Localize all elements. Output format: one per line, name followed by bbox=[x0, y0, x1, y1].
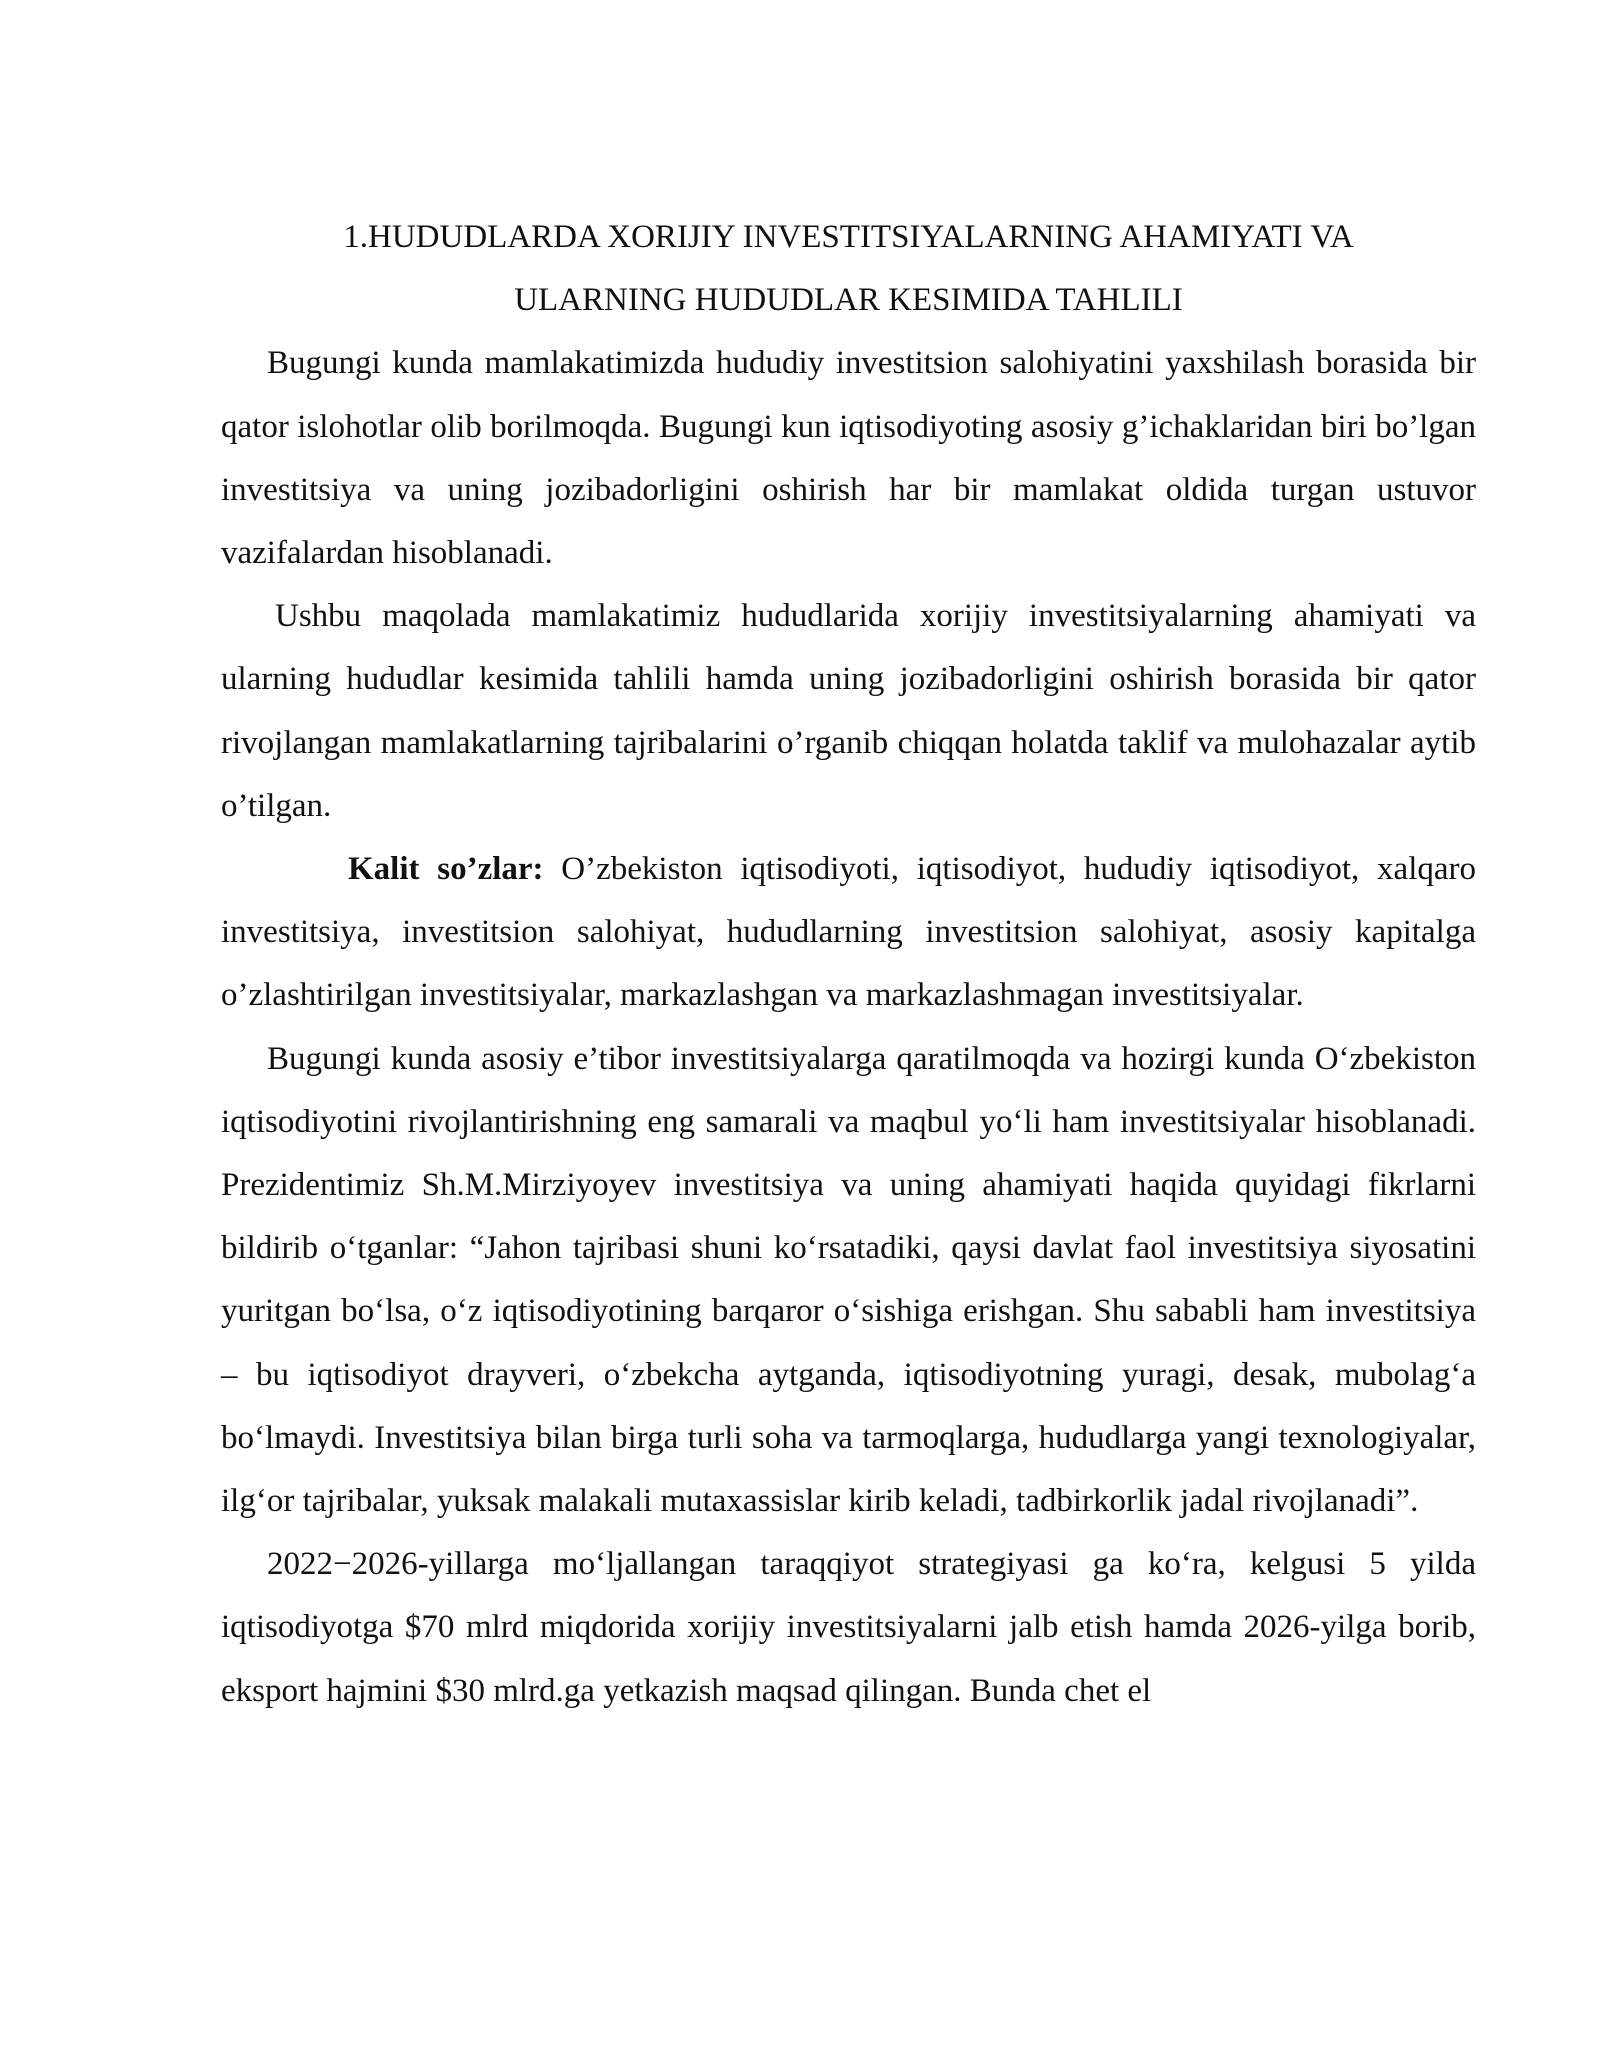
paragraph-strategy: 2022−2026-yillarga mo‘ljallangan taraqqiyot strategiyasi ga ko‘ra, kelgusi 5 yilda iqtisodiyotga $70 mlrd miqdorida xorijiy investitsiyalarni jalb etish hamda 2026-yilga borib, eksport hajmini $30 mlrd.ga yetkazish maqsad qilingan. Bunda chet el bbox=[221, 1546, 1476, 1709]
keywords-label: Kalit so’zlar: bbox=[348, 851, 544, 888]
document-title bbox=[221, 206, 1476, 332]
paragraph-intro: Bugungi kunda mamlakatimizda hududiy investitsion salohiyatini yaxshilash borasida bir qator islohotlar olib borilmoqda. Bugungi kun iqtisodiyoting asosiy g’ichaklaridan biri bo’lgan investitsiya va uning jozibadorligini oshirish har bir mamlakat oldida turgan ustuvor vazifalardan hisoblanadi. bbox=[221, 345, 1476, 572]
document-body bbox=[221, 206, 1476, 1723]
paragraph-keywords bbox=[221, 838, 1476, 1028]
title-line-1: 1.HUDUDLARDA XORIJIY INVESTITSIYALARNING AHAMIYATI VA bbox=[343, 219, 1354, 255]
paragraph-abstract: Ushbu maqolada mamlakatimiz hududlarida xorijiy investitsiyalarning ahamiyati va ularning hududlar kesimida tahlili hamda uning jozibadorligini oshirish borasida bir qator rivojlangan mamlakatlarning tajribalarini o’rganib chiqqan holatda taklif va mulohazalar aytib o’tilgan. bbox=[221, 598, 1476, 824]
keywords-text: O’zbekiston iqtisodiyoti, iqtisodiyot, hududiy iqtisodiyot, xalqaro investitsiya, investitsion salohiyat, hududlarning investitsion salohiyat, asosiy kapitalga o’zlashtirilgan investitsiyalar, markazlashgan va markazlashmagan investitsiyalar. bbox=[221, 851, 1477, 1014]
paragraph-president-quote: Bugungi kunda asosiy e’tibor investitsiyalarga qaratilmoqda va hozirgi kunda O‘zbekiston iqtisodiyotini rivojlantirishning eng samarali va maqbul yo‘li ham investitsiyalar hisoblanadi. Prezidentimiz Sh.M.Mirziyoyev investitsiya va uning ahamiyati haqida quyidagi fikrlarni bildirib o‘tganlar: “Jahon tajribasi shuni ko‘rsatadiki, qaysi davlat faol investitsiya siyosatini yuritgan bo‘lsa, o‘z iqtisodiyotining barqaror o‘sishiga erishgan. Shu sababli ham investitsiya – bu iqtisodiyot drayveri, o‘zbekcha aytganda, iqtisodiyotning yuragi, desak, mubolag‘a bo‘lmaydi. Investitsiya bilan birga turli soha va tarmoqlarga, hududlarga yangi texnologiyalar, ilg‘or tajribalar, yuksak malakali mutaxassislar kirib keladi, tadbirkorlik jadal rivojlanadi”. bbox=[221, 1040, 1476, 1520]
title-line-2: ULARNING HUDUDLAR KESIMIDA TAHLILI bbox=[514, 282, 1183, 319]
